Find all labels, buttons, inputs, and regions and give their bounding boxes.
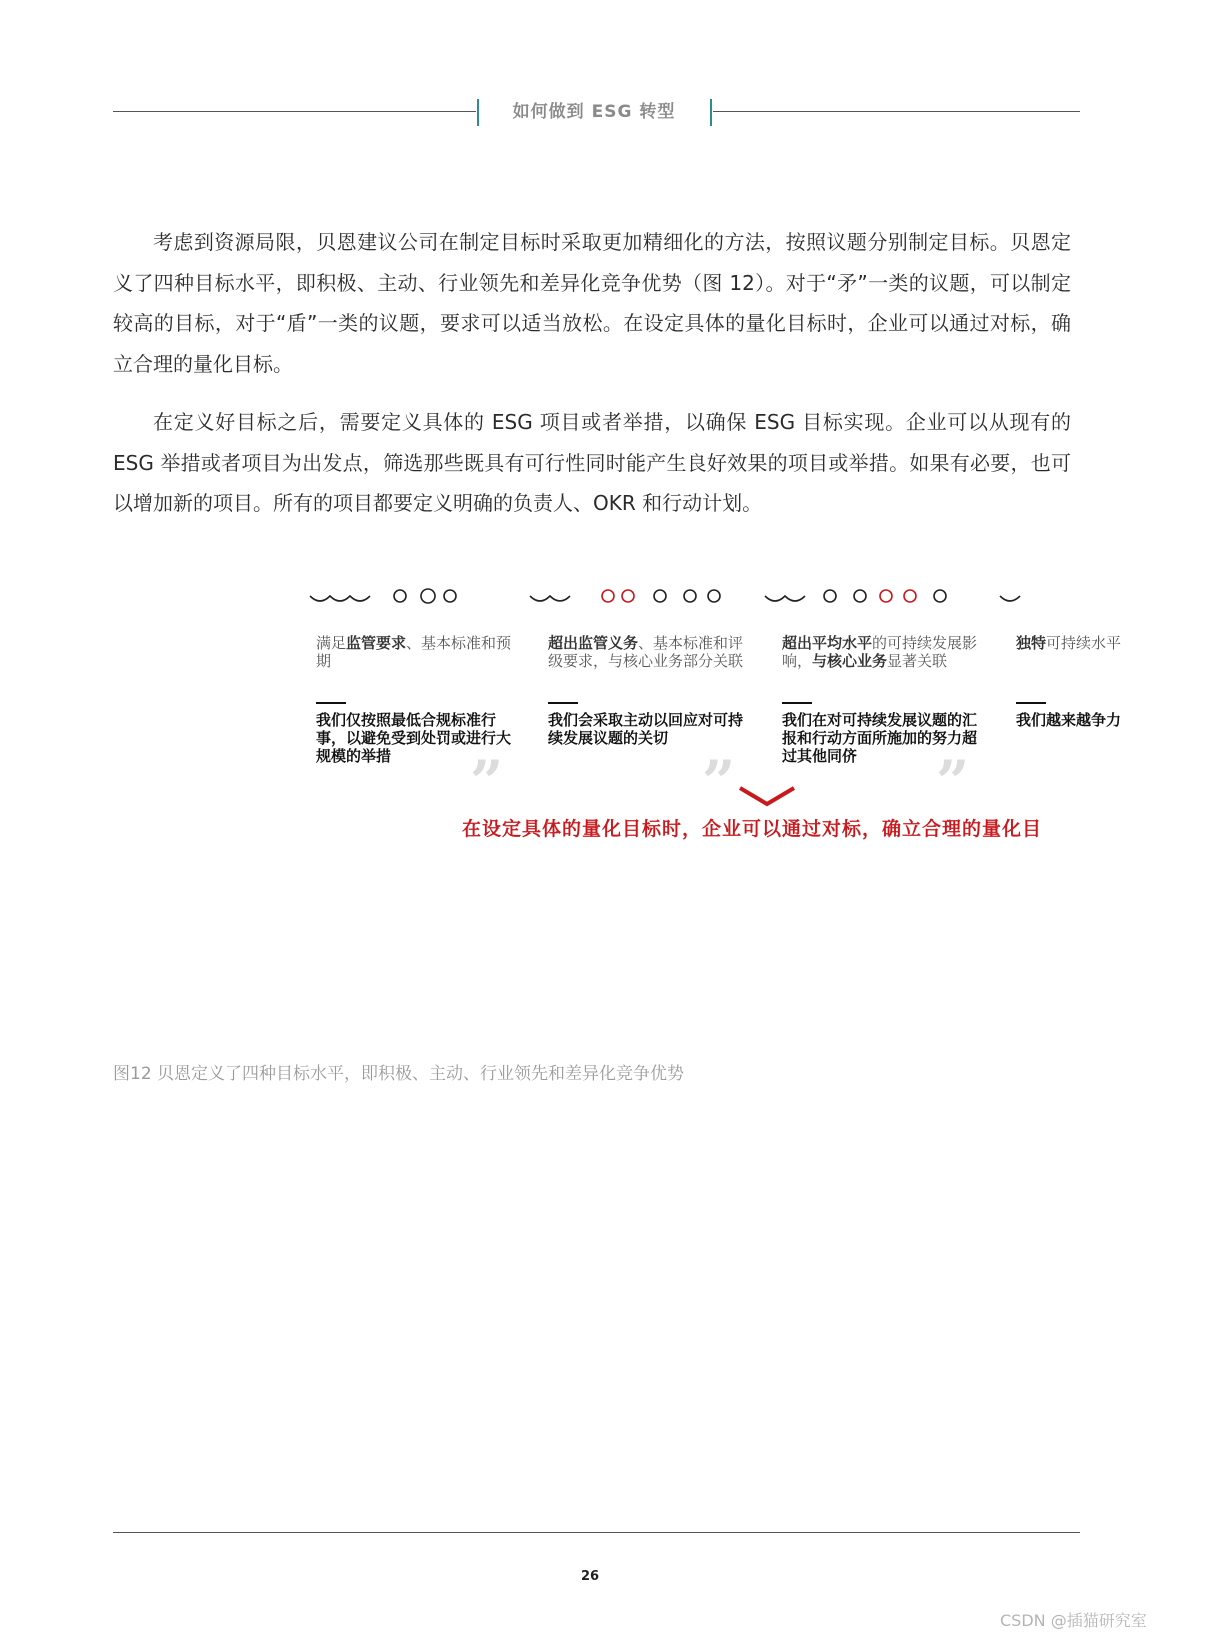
level-description: 超出监管义务、基本标准和评级要求，与核心业务部分关联 — [548, 634, 744, 670]
body-paragraph-1: 考虑到资源局限，贝恩建议公司在制定目标时采取更加精细化的方法，按照议题分别制定目标。贝恩定义了四种目标水平，即积极、主动、行业领先和差异化竞争优势（图 12）。对于“矛”一类的议题，可以制定较高的目标，对于“盾”一类的议题，要求可以适当放松。在设定具体的量化目标时，企业可以通过对标，确立合理的量化目标。 — [113, 230, 1071, 376]
footer-rule — [113, 1532, 1080, 1533]
figure-callout-text: 在设定具体的量化目标时，企业可以通过对标，确立合理的量化目 — [462, 818, 1043, 840]
quote-mark-icon: ” — [936, 748, 970, 816]
wheel-strip-icon — [310, 588, 1072, 610]
level-description: 独特可持续水平 — [1016, 634, 1122, 652]
level-divider — [316, 702, 346, 704]
running-header-title: 如何做到 ESG 转型 — [512, 102, 676, 122]
level-divider — [1016, 702, 1046, 704]
level-quote: 我们越来越争力 — [1016, 711, 1122, 729]
header-tick-right — [710, 99, 712, 126]
figure-caption: 图12 贝恩定义了四种目标水平，即积极、主动、行业领先和差异化竞争优势 — [113, 1064, 685, 1084]
level-divider — [782, 702, 812, 704]
header-rule-left — [113, 111, 476, 112]
level-description: 超出平均水平的可持续发展影响，与核心业务显著关联 — [782, 634, 978, 670]
header-tick-left — [477, 99, 479, 126]
header-rule-right — [713, 111, 1080, 112]
quote-mark-icon: ” — [470, 748, 504, 816]
level-quote: 我们会采取主动以回应对可持续发展议题的关切 — [548, 711, 744, 747]
watermark-text: CSDN @插猫研究室 — [1000, 1611, 1147, 1630]
page-number: 26 — [580, 1569, 600, 1584]
level-quote: 我们仅按照最低合规标准行事，以避免受到处罚或进行大规模的举措 — [316, 711, 512, 765]
figure-target-levels — [310, 588, 1122, 853]
body-paragraph-2: 在定义好目标之后，需要定义具体的 ESG 项目或者举措，以确保 ESG 目标实现。企业可以从现有的 ESG 举措或者项目为出发点，筛选那些既具有可行性同时能产生良好效果的项目或举措。如果有必要，也可以增加新的项目。所有的项目都要定义明确的负责人、OKR 和行动计划。 — [113, 410, 1071, 515]
chevron-down-icon — [738, 784, 796, 810]
level-divider — [548, 702, 578, 704]
quote-mark-icon: ” — [702, 748, 736, 816]
level-quote: 我们在对可持续发展议题的汇报和行动方面所施加的努力超过其他同侪 — [782, 711, 978, 765]
level-description: 满足监管要求、基本标准和预期 — [316, 634, 512, 670]
